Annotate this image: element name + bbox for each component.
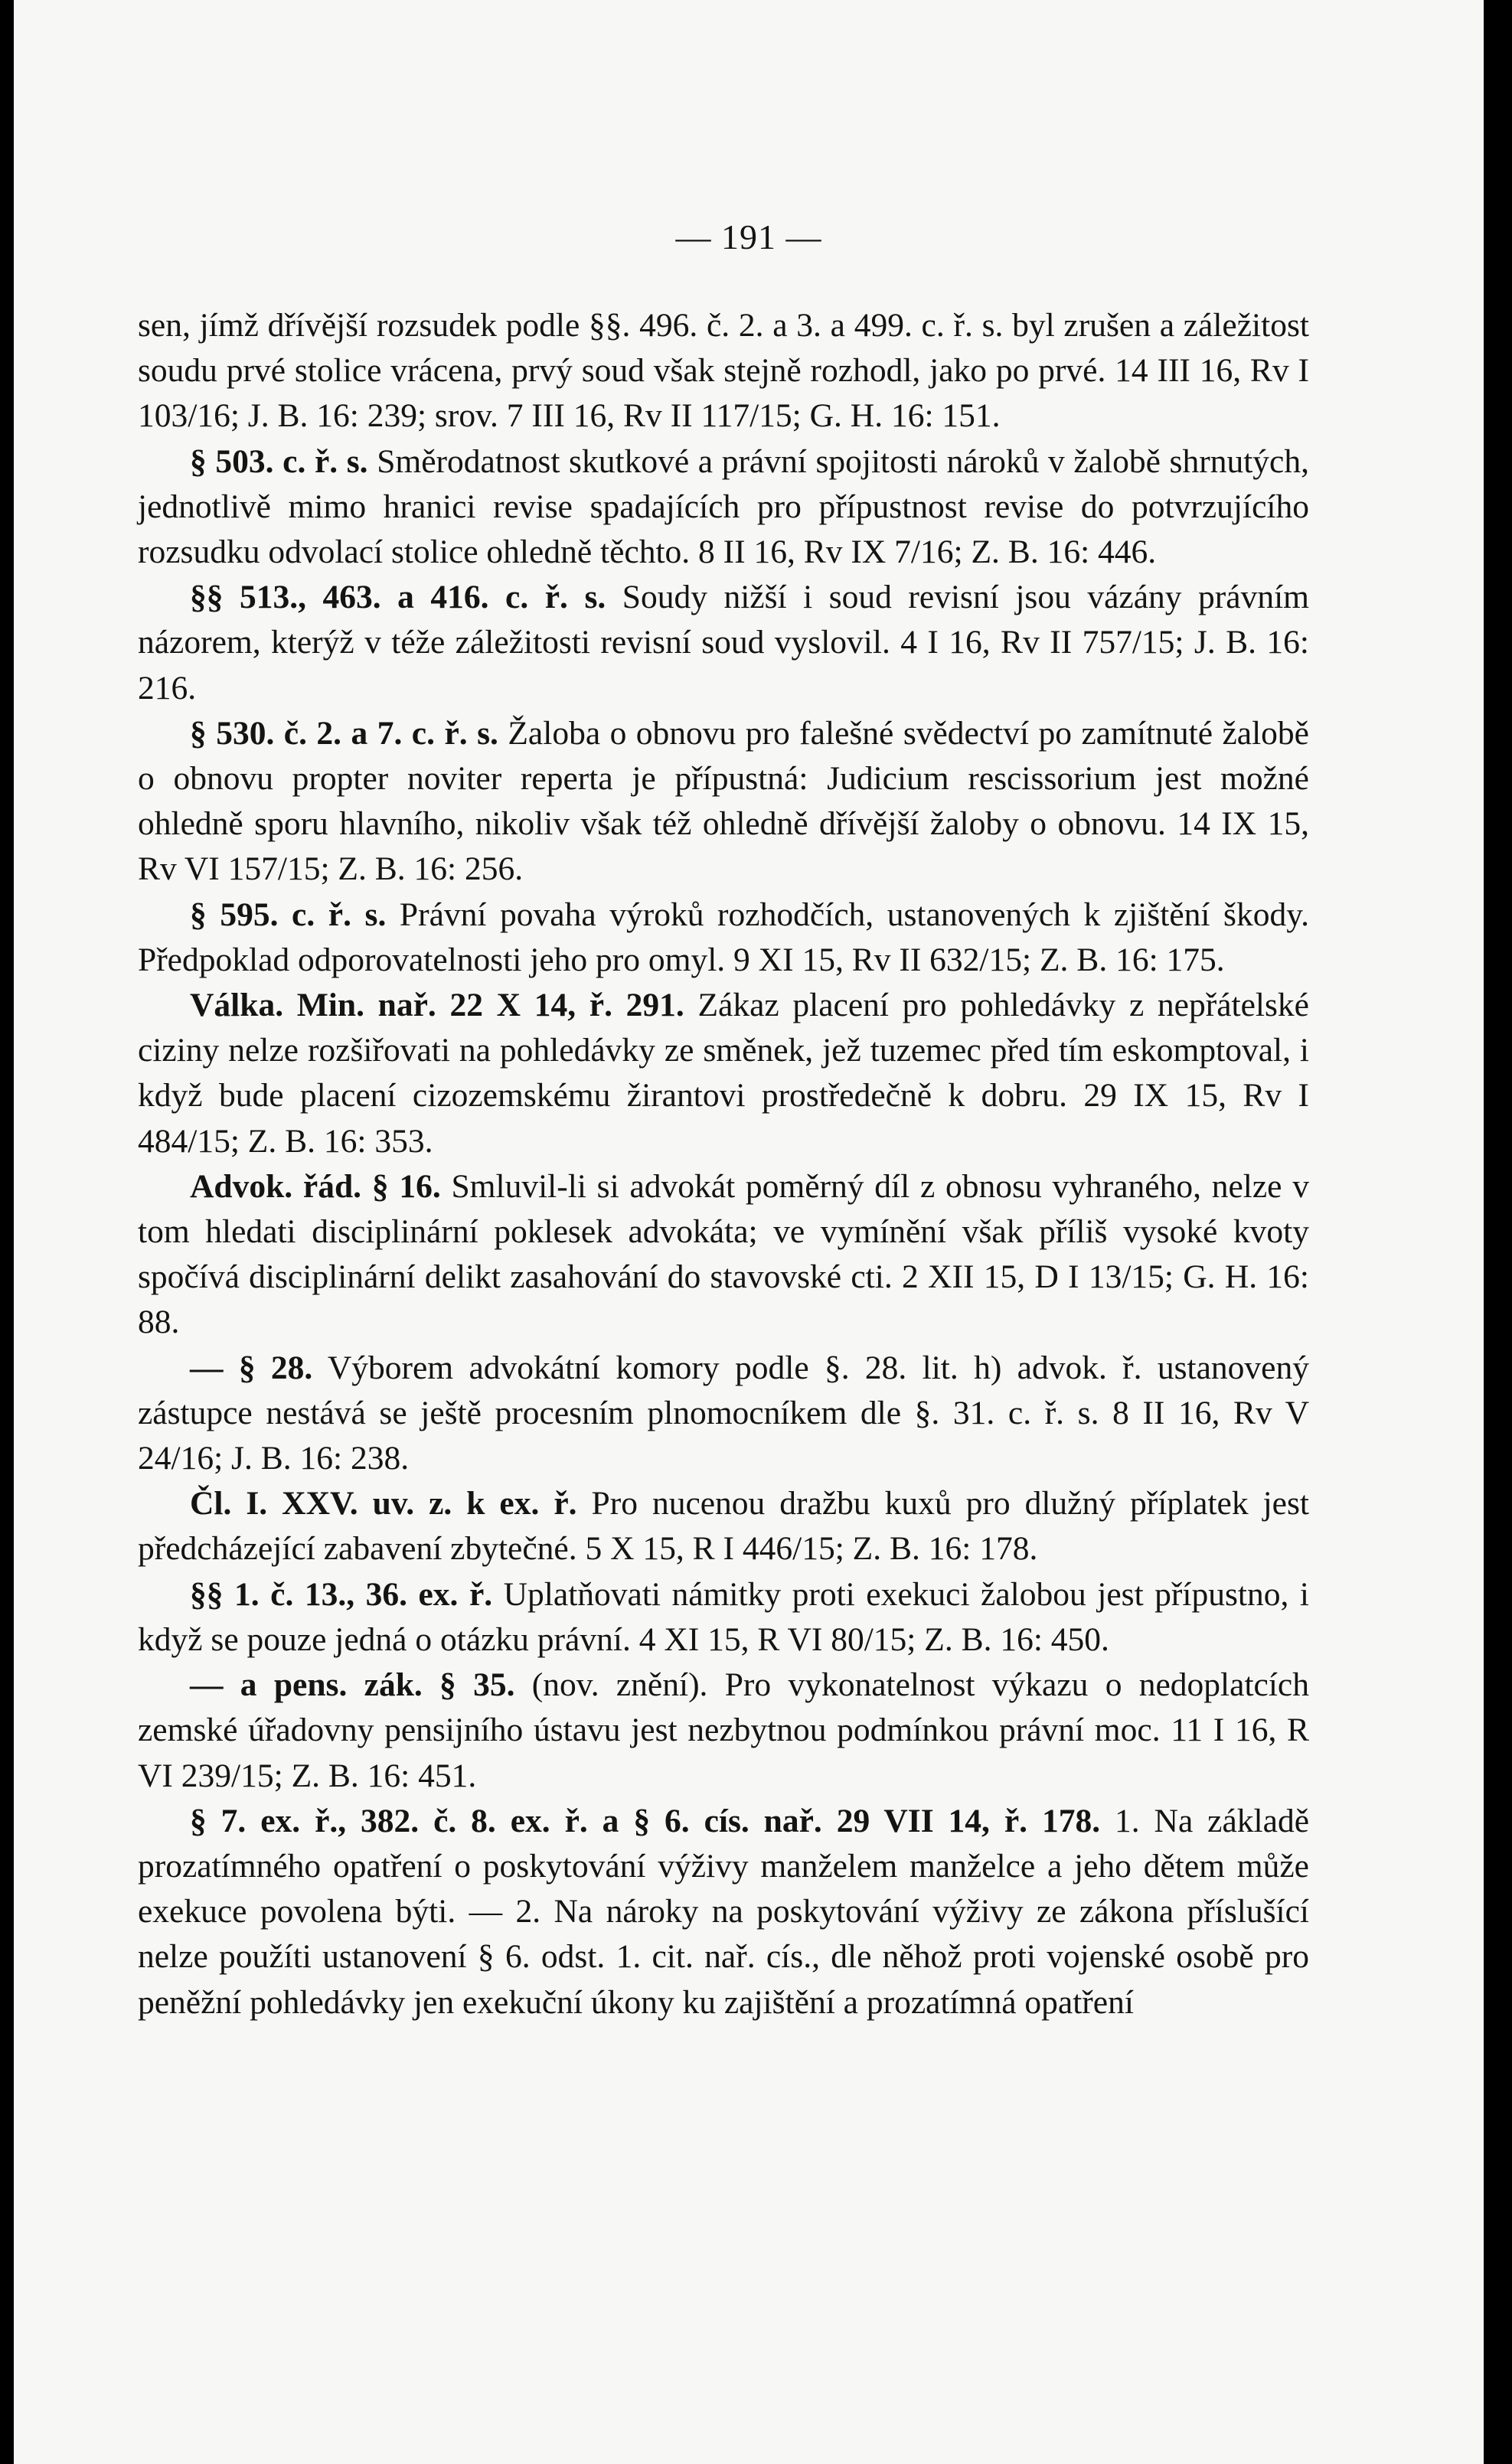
paragraph: § 530. č. 2. a 7. c. ř. s. Žaloba o obnovu pro falešné svědectví po zamítnuté žalobě o obnovu propter noviter reperta je přípustná: Judicium rescissorium jest možné ohledně sporu hlavního, nikoliv však též ohledně dřívější žaloby o obnovu. 14 IX 15, Rv VI 157/15; Z. B. 16: 256. xyxy=(138,714,1309,888)
paragraph: §§ 513., 463. a 416. c. ř. s. Soudy nižší i soud revisní jsou vázány právním názorem, kterýž v téže záležitosti revisní soud vyslovil. 4 I 16, Rv II 757/15; J. B. 16: 216. xyxy=(138,579,1309,707)
paragraph: Advok. řád. § 16. Smluvil-li si advokát poměrný díl z obnosu vyhraného, nelze v tom hledati disciplinární poklesek advokáta; ve vymínění však příliš vysoké kvoty spočívá disciplinární delikt zasahování do stavovské cti. 2 XII 15, D I 13/15; G. H. 16: 88. xyxy=(138,1167,1309,1341)
paragraph: Čl. I. XXV. uv. z. k ex. ř. Pro nucenou dražbu kuxů pro dlužný příplatek jest předcházející zabavení zbytečné. 5 X 15, R I 446/15; Z. B. 16: 178. xyxy=(138,1485,1309,1568)
paragraph: § 7. ex. ř., 382. č. 8. ex. ř. a § 6. cís. nař. 29 VII 14, ř. 178. 1. Na základě prozatímného opatření o poskytování výživy manželem manželce a jeho dětem může exekuce povolena býti. — 2. Na nároky na poskytování výživy ze zákona příslušící nelze použíti ustanovení § 6. odst. 1. cit. nař. cís., dle něhož proti vojenské osobě pro peněžní pohledávky jen exekuční úkony ku zajištění a prozatímná opatření xyxy=(138,1802,1309,2021)
paragraph: Válka. Min. nař. 22 X 14, ř. 291. Zákaz placení pro pohledávky z nepřátelské ciziny nelze rozšiřovati na pohledávky ze směnek, jež tuzemec před tím eskomptoval, i když bude placení cizozemskému žirantovi prostředečně k dobru. 29 IX 15, Rv I 484/15; Z. B. 16: 353. xyxy=(138,987,1309,1160)
page-number: — 191 — xyxy=(675,217,822,256)
paragraph: — § 28. Výborem advokátní komory podle §. 28. lit. h) advok. ř. ustanovený zástupce nestává se ještě procesním plnomocníkem dle §. 31. c. ř. s. 8 II 16, Rv V 24/16; J. B. 16: 238. xyxy=(138,1349,1309,1477)
paragraph: sen, jímž dřívější rozsudek podle §§. 496. č. 2. a 3. a 499. c. ř. s. byl zrušen a záležitost soudu prvé stolice vrácena, prvý soud však stejně rozhodl, jako po prvé. 14 III 16, Rv I 103/16; J. B. 16: 239; srov. 7 III 16, Rv II 117/15; G. H. 16: 151. xyxy=(138,307,1309,435)
paragraph: — a pens. zák. § 35. (nov. znění). Pro vykonatelnost výkazu o nedoplatcích zemské úřadovny pensijního ústavu jest nezbytnou podmínkou právní moc. 11 I 16, R VI 239/15; Z. B. 16: 451. xyxy=(138,1666,1309,1794)
paragraph: § 595. c. ř. s. Právní povaha výroků rozhodčích, ustanovených k zjištění škody. Předpoklad odporovatelnosti jeho pro omyl. 9 XI 15, Rv II 632/15; Z. B. 16: 175. xyxy=(138,896,1310,978)
document-page xyxy=(14,0,1484,2464)
paragraph: §§ 1. č. 13., 36. ex. ř. Uplatňovati námitky proti exekuci žalobou jest přípustno, i když se pouze jedná o otázku právní. 4 XI 15, R VI 80/15; Z. B. 16: 450. xyxy=(138,1575,1309,1658)
body-text xyxy=(138,303,1309,2025)
paragraph: § 503. c. ř. s. Směrodatnost skutkové a právní spojitosti nároků v žalobě shrnutých, jednotlivě mimo hranici revise spadajících pro přípustnost revise do potvrzujícího rozsudku odvolací stolice ohledně těchto. 8 II 16, Rv IX 7/16; Z. B. 16: 446. xyxy=(138,442,1309,571)
